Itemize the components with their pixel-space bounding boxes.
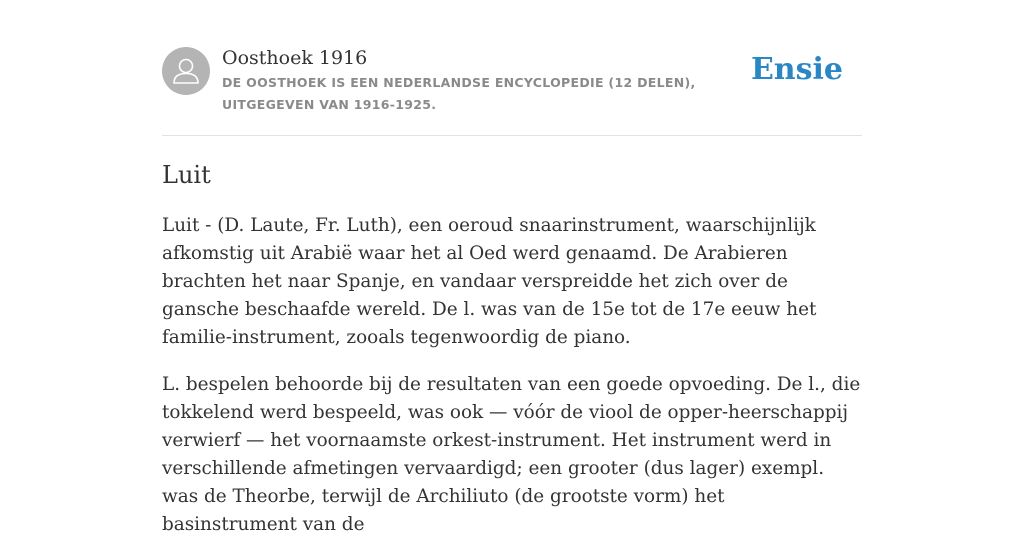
source-description: DE OOSTHOEK IS EEN NEDERLANDSE ENCYCLOPEDIE (12 DELEN), UITGEGEVEN VAN 1916-1925. [222, 75, 696, 112]
source-title[interactable]: Oosthoek 1916 [222, 47, 368, 69]
ensie-logo-link[interactable]: Ensie [750, 52, 843, 87]
person-outline-icon [162, 47, 210, 95]
user-avatar-icon[interactable] [162, 47, 210, 95]
article-paragraph-1: Luit - (D. Laute, Fr. Luth), een oeroud snaarinstrument, waarschijnlijk afkomstig uit Arabië waar het al Oed werd genaamd. De Arabieren brachten het naar Spanje, en vandaar verspreidde het zich over de gansche beschaafde wereld. De l. was van de 15e tot de 17e eeuw het familie-instrument, zooals tegenwoordig de piano. [162, 215, 817, 348]
article-title: Luit [162, 161, 211, 189]
source-header [162, 46, 862, 116]
article-body [162, 212, 864, 558]
article-paragraph-2: L. bespelen behoorde bij de resultaten van een goede opvoeding. De l., die tokkelend werd bespeeld, was ook — vóór de viool de opper-heerschappij verwierf — het voornaamste orkest-instrument. Het instrument werd in verschillende afmetingen vervaardigd; een grooter (dus lager) exempl. was de Theorbe, terwijl de Archiliuto (de grootste vorm) het basinstrument van de [162, 374, 861, 535]
header-divider [162, 135, 862, 136]
